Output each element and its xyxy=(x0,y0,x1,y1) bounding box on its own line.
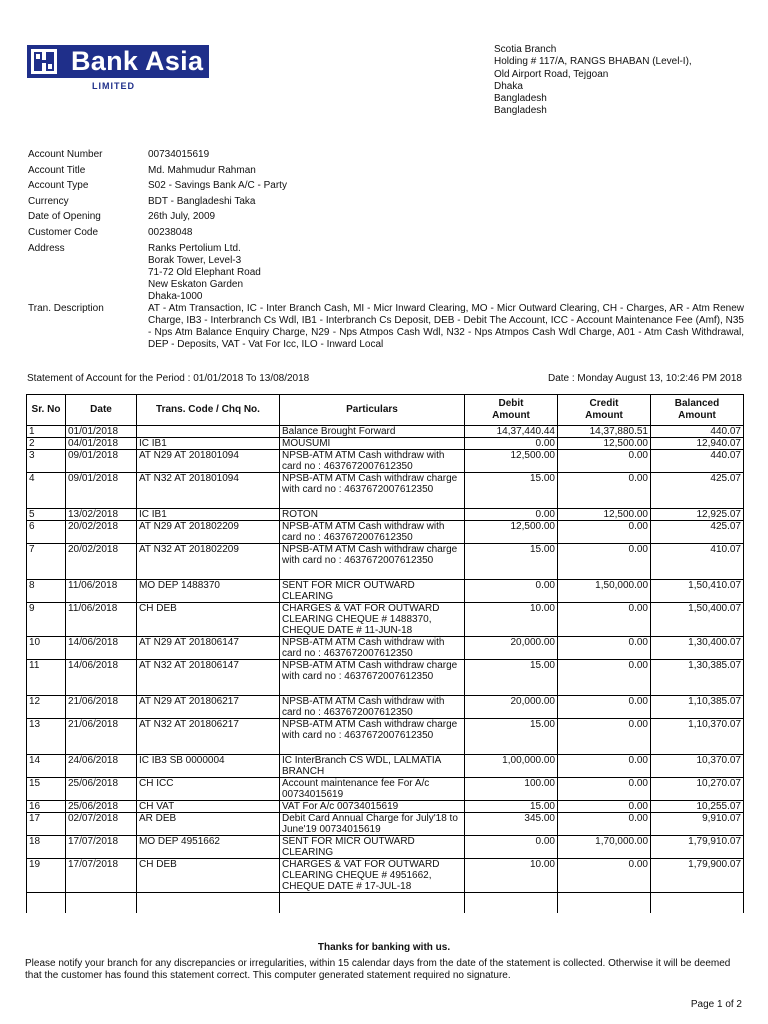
cell-code: IC IB1 xyxy=(137,438,280,450)
cell-balance: 1,50,400.07 xyxy=(651,603,744,637)
branch-line: Bangladesh xyxy=(494,93,547,105)
thanks-note: Thanks for banking with us. xyxy=(317,942,451,953)
cell-date: 09/01/2018 xyxy=(66,450,137,473)
cell-code: IC IB1 xyxy=(137,509,280,521)
cell-credit: 14,37,880.51 xyxy=(558,426,651,438)
transactions-body xyxy=(27,426,744,914)
cell-credit: 1,70,000.00 xyxy=(558,836,651,859)
branch-line: Old Airport Road, Tejgoan xyxy=(494,68,609,80)
cell-balance: 425.07 xyxy=(651,521,744,544)
col-header-particulars: Particulars xyxy=(280,395,465,426)
cell-sr: 18 xyxy=(27,836,66,859)
filler-cell xyxy=(651,893,744,914)
address-label: Address xyxy=(28,242,65,254)
balance-h2: Amount xyxy=(678,410,716,421)
cell-sr: 14 xyxy=(27,755,66,778)
cell-sr: 10 xyxy=(27,637,66,660)
cell-credit: 0.00 xyxy=(558,813,651,836)
cell-credit: 0.00 xyxy=(558,696,651,719)
cell-balance: 10,270.07 xyxy=(651,778,744,801)
address-line: Borak Tower, Level-3 xyxy=(148,254,242,266)
cell-balance: 10,370.07 xyxy=(651,755,744,778)
branch-line: Scotia Branch xyxy=(494,44,557,55)
bank-asia-logo-icon xyxy=(31,49,57,74)
opening-date-value: 26th July, 2009 xyxy=(148,211,216,223)
cell-balance: 10,255.07 xyxy=(651,801,744,813)
address-line: New Eskaton Garden xyxy=(148,278,244,290)
cell-particulars: CHARGES & VAT FOR OUTWARD CLEARING CHEQUE # 4951662, CHEQUE DATE # 17-JUL-18 xyxy=(280,859,465,893)
account-type-row xyxy=(28,180,744,192)
cell-credit: 12,500.00 xyxy=(558,438,651,450)
cell-sr: 6 xyxy=(27,521,66,544)
cell-balance: 12,925.07 xyxy=(651,509,744,521)
cell-code: AT N29 AT 201801094 xyxy=(137,450,280,473)
cell-debit: 0.00 xyxy=(465,509,558,521)
cell-credit: 0.00 xyxy=(558,778,651,801)
cell-debit: 12,500.00 xyxy=(465,450,558,473)
cell-balance: 1,10,385.07 xyxy=(651,696,744,719)
cell-balance: 1,30,385.07 xyxy=(651,660,744,696)
debit-h2: Amount xyxy=(492,410,530,421)
cell-credit: 0.00 xyxy=(558,719,651,755)
customer-code-value: 00238048 xyxy=(148,226,193,238)
cell-sr: 17 xyxy=(27,813,66,836)
cell-debit: 15.00 xyxy=(465,473,558,509)
cell-particulars: IC InterBranch CS WDL, LALMATIA BRANCH xyxy=(280,755,465,778)
cell-code: AT N32 AT 201802209 xyxy=(137,544,280,580)
cell-code xyxy=(137,426,280,438)
cell-credit: 0.00 xyxy=(558,544,651,580)
tran-description-value: AT - Atm Transaction, IC - Inter Branch Cash, MI - Micr Inward Clearing, MO - Micr Outward Clearing, CH - Charges, AR - Atm Renew Charge, IB3 - Interbranch Cs Wdl, IB1 - Interbranch Cs Deposit, DEB - Debit The Account, ICC - Account Maintenance Fee (Amf), N35 - Nps Atm Balance Enquiry Charge, N29 - Nps Atmpos Cash Wdl, N32 - Nps Atmpos Cash Wdl Charge, A01 - Atm Cash Withdrawal, DEP - Deposits, VAT - Vat For Icc, ILO - Inward Local xyxy=(148,302,744,350)
table-row xyxy=(27,580,744,603)
cell-sr: 3 xyxy=(27,450,66,473)
cell-debit: 14,37,440.44 xyxy=(465,426,558,438)
cell-code: AT N32 AT 201806147 xyxy=(137,660,280,696)
table-row xyxy=(27,473,744,509)
cell-sr: 16 xyxy=(27,801,66,813)
account-title-value: Md. Mahmudur Rahman xyxy=(148,164,256,176)
table-row xyxy=(27,836,744,859)
logo-banner xyxy=(27,45,209,78)
table-row xyxy=(27,450,744,473)
table-row xyxy=(27,696,744,719)
cell-balance: 1,30,400.07 xyxy=(651,637,744,660)
cell-code: CH ICC xyxy=(137,778,280,801)
cell-debit: 15.00 xyxy=(465,660,558,696)
cell-sr: 2 xyxy=(27,438,66,450)
cell-credit: 0.00 xyxy=(558,603,651,637)
cell-sr: 8 xyxy=(27,580,66,603)
cell-date: 21/06/2018 xyxy=(66,696,137,719)
cell-date: 20/02/2018 xyxy=(66,521,137,544)
cell-credit: 12,500.00 xyxy=(558,509,651,521)
cell-particulars: NPSB-ATM ATM Cash withdraw charge with card no : 4637672007612350 xyxy=(280,473,465,509)
cell-date: 14/06/2018 xyxy=(66,637,137,660)
cell-balance: 9,910.07 xyxy=(651,813,744,836)
account-type-label: Account Type xyxy=(28,180,89,192)
transactions-table xyxy=(26,394,744,913)
cell-debit: 20,000.00 xyxy=(465,637,558,660)
cell-particulars: SENT FOR MICR OUTWARD CLEARING xyxy=(280,580,465,603)
address-line: 71-72 Old Elephant Road xyxy=(148,266,261,278)
cell-particulars: NPSB-ATM ATM Cash withdraw charge with card no : 4637672007612350 xyxy=(280,719,465,755)
cell-sr: 11 xyxy=(27,660,66,696)
cell-balance: 1,50,410.07 xyxy=(651,580,744,603)
cell-debit: 1,00,000.00 xyxy=(465,755,558,778)
cell-particulars: CHARGES & VAT FOR OUTWARD CLEARING CHEQUE # 1488370, CHEQUE DATE # 11-JUN-18 xyxy=(280,603,465,637)
cell-balance: 410.07 xyxy=(651,544,744,580)
table-row xyxy=(27,521,744,544)
col-header-sr: Sr. No xyxy=(27,395,66,426)
cell-sr: 19 xyxy=(27,859,66,893)
filler-cell xyxy=(558,893,651,914)
cell-debit: 0.00 xyxy=(465,836,558,859)
cell-sr: 13 xyxy=(27,719,66,755)
cell-credit: 0.00 xyxy=(558,660,651,696)
table-row xyxy=(27,801,744,813)
filler-cell xyxy=(137,893,280,914)
tran-description-row xyxy=(28,303,744,351)
table-row xyxy=(27,544,744,580)
cell-date: 11/06/2018 xyxy=(66,603,137,637)
cell-credit: 0.00 xyxy=(558,801,651,813)
cell-particulars: VAT For A/c 00734015619 xyxy=(280,801,465,813)
col-header-debit xyxy=(465,395,558,426)
table-row xyxy=(27,660,744,696)
cell-sr: 5 xyxy=(27,509,66,521)
cell-code: AT N29 AT 201802209 xyxy=(137,521,280,544)
currency-value: BDT - Bangladeshi Taka xyxy=(148,195,256,207)
table-row xyxy=(27,438,744,450)
cell-date: 17/07/2018 xyxy=(66,859,137,893)
address-line: Dhaka-1000 xyxy=(148,290,203,302)
cell-code: AT N29 AT 201806147 xyxy=(137,637,280,660)
cell-credit: 0.00 xyxy=(558,521,651,544)
cell-date: 21/06/2018 xyxy=(66,719,137,755)
cell-code: MO DEP 4951662 xyxy=(137,836,280,859)
cell-debit: 10.00 xyxy=(465,859,558,893)
cell-sr: 7 xyxy=(27,544,66,580)
cell-debit: 100.00 xyxy=(465,778,558,801)
cell-debit: 20,000.00 xyxy=(465,696,558,719)
cell-credit: 0.00 xyxy=(558,859,651,893)
cell-date: 02/07/2018 xyxy=(66,813,137,836)
cell-date: 25/06/2018 xyxy=(66,778,137,801)
cell-debit: 15.00 xyxy=(465,801,558,813)
tran-description-label: Tran. Description xyxy=(28,302,104,314)
cell-sr: 4 xyxy=(27,473,66,509)
cell-balance: 1,10,370.07 xyxy=(651,719,744,755)
cell-debit: 15.00 xyxy=(465,719,558,755)
col-header-date: Date xyxy=(66,395,137,426)
filler-cell xyxy=(465,893,558,914)
table-row xyxy=(27,813,744,836)
cell-date: 11/06/2018 xyxy=(66,580,137,603)
table-filler-row xyxy=(27,893,744,914)
cell-debit: 15.00 xyxy=(465,544,558,580)
cell-code: CH VAT xyxy=(137,801,280,813)
cell-date: 01/01/2018 xyxy=(66,426,137,438)
table-row xyxy=(27,859,744,893)
cell-balance: 440.07 xyxy=(651,426,744,438)
cell-particulars: Balance Brought Forward xyxy=(280,426,465,438)
page-number: Page 1 of 2 xyxy=(690,999,742,1010)
account-number-label: Account Number xyxy=(28,149,103,160)
statement-period: Statement of Account for the Period : 01/01/2018 To 13/08/2018 xyxy=(27,373,310,384)
cell-balance: 425.07 xyxy=(651,473,744,509)
filler-cell xyxy=(66,893,137,914)
cell-particulars: NPSB-ATM ATM Cash withdraw with card no : 4637672007612350 xyxy=(280,450,465,473)
opening-date-row xyxy=(28,211,744,223)
cell-particulars: Debit Card Annual Charge for July'18 to June'19 00734015619 xyxy=(280,813,465,836)
table-row xyxy=(27,426,744,438)
cell-particulars: NPSB-ATM ATM Cash withdraw charge with card no : 4637672007612350 xyxy=(280,660,465,696)
table-row xyxy=(27,755,744,778)
cell-code: MO DEP 1488370 xyxy=(137,580,280,603)
cell-debit: 12,500.00 xyxy=(465,521,558,544)
cell-date: 17/07/2018 xyxy=(66,836,137,859)
cell-particulars: MOUSUMI xyxy=(280,438,465,450)
currency-label: Currency xyxy=(28,195,69,207)
customer-code-row xyxy=(28,227,744,239)
cell-date: 14/06/2018 xyxy=(66,660,137,696)
address-line: Ranks Pertolium Ltd. xyxy=(148,242,241,254)
cell-code: IC IB3 SB 0000004 xyxy=(137,755,280,778)
bank-logo xyxy=(27,45,209,95)
debit-h1: Debit xyxy=(498,398,524,409)
balance-h1: Balanced xyxy=(674,398,720,409)
cell-particulars: NPSB-ATM ATM Cash withdraw charge with card no : 4637672007612350 xyxy=(280,544,465,580)
cell-particulars: ROTON xyxy=(280,509,465,521)
cell-credit: 0.00 xyxy=(558,450,651,473)
cell-debit: 345.00 xyxy=(465,813,558,836)
table-row xyxy=(27,719,744,755)
branch-line: Dhaka xyxy=(494,80,523,92)
cell-sr: 12 xyxy=(27,696,66,719)
table-header-row xyxy=(27,395,744,426)
col-header-balance xyxy=(651,395,744,426)
cell-code: AT N32 AT 201806217 xyxy=(137,719,280,755)
cell-credit: 0.00 xyxy=(558,637,651,660)
table-row xyxy=(27,637,744,660)
cell-code: AR DEB xyxy=(137,813,280,836)
bank-name: Bank Asia xyxy=(71,46,204,76)
cell-code: AT N32 AT 201801094 xyxy=(137,473,280,509)
cell-particulars: NPSB-ATM ATM Cash withdraw with card no : 4637672007612350 xyxy=(280,696,465,719)
bank-subtitle: LIMITED xyxy=(92,81,135,91)
cell-particulars: NPSB-ATM ATM Cash withdraw with card no : 4637672007612350 xyxy=(280,637,465,660)
address-value xyxy=(148,243,744,303)
discrepancy-notice: Please notify your branch for any discrepancies or irregularities, within 15 calendar days from the date of the statement is collected. Otherwise it will be deemed that the customer has found this statement correct. This computer generated statement required no signature. xyxy=(25,958,731,981)
cell-credit: 0.00 xyxy=(558,473,651,509)
cell-debit: 0.00 xyxy=(465,580,558,603)
cell-particulars: NPSB-ATM ATM Cash withdraw with card no : 4637672007612350 xyxy=(280,521,465,544)
account-number-row xyxy=(28,149,744,161)
currency-row xyxy=(28,196,744,208)
cell-balance: 440.07 xyxy=(651,450,744,473)
cell-sr: 9 xyxy=(27,603,66,637)
cell-balance: 1,79,900.07 xyxy=(651,859,744,893)
cell-date: 25/06/2018 xyxy=(66,801,137,813)
cell-date: 04/01/2018 xyxy=(66,438,137,450)
cell-date: 20/02/2018 xyxy=(66,544,137,580)
branch-line: Bangladesh xyxy=(494,105,547,117)
cell-code: CH DEB xyxy=(137,603,280,637)
branch-address xyxy=(494,44,692,118)
cell-credit: 1,50,000.00 xyxy=(558,580,651,603)
opening-date-label: Date of Opening xyxy=(28,211,101,223)
account-title-label: Account Title xyxy=(28,164,86,176)
table-row xyxy=(27,509,744,521)
cell-debit: 0.00 xyxy=(465,438,558,450)
cell-sr: 15 xyxy=(27,778,66,801)
account-info xyxy=(28,149,744,354)
cell-sr: 1 xyxy=(27,426,66,438)
cell-date: 09/01/2018 xyxy=(66,473,137,509)
filler-cell xyxy=(280,893,465,914)
cell-date: 13/02/2018 xyxy=(66,509,137,521)
account-number-value: 00734015619 xyxy=(148,149,210,160)
cell-particulars: Account maintenance fee For A/c 00734015619 xyxy=(280,778,465,801)
customer-code-label: Customer Code xyxy=(28,226,99,238)
col-header-credit xyxy=(558,395,651,426)
cell-balance: 1,79,910.07 xyxy=(651,836,744,859)
cell-credit: 0.00 xyxy=(558,755,651,778)
statement-date: Date : Monday August 13, 10:2:46 PM 2018 xyxy=(547,373,742,384)
account-type-value: S02 - Savings Bank A/C - Party xyxy=(148,180,287,192)
col-header-code: Trans. Code / Chq No. xyxy=(137,395,280,426)
credit-h1: Credit xyxy=(589,398,619,409)
account-title-row xyxy=(28,165,744,177)
table-row xyxy=(27,778,744,801)
cell-particulars: SENT FOR MICR OUTWARD CLEARING xyxy=(280,836,465,859)
branch-line: Holding # 117/A, RANGS BHABAN (Level-I), xyxy=(494,56,692,68)
credit-h2: Amount xyxy=(585,410,623,421)
cell-balance: 12,940.07 xyxy=(651,438,744,450)
cell-code: CH DEB xyxy=(137,859,280,893)
cell-code: AT N29 AT 201806217 xyxy=(137,696,280,719)
cell-date: 24/06/2018 xyxy=(66,755,137,778)
table-row xyxy=(27,603,744,637)
filler-cell xyxy=(27,893,66,914)
address-row xyxy=(28,243,744,303)
cell-debit: 10.00 xyxy=(465,603,558,637)
